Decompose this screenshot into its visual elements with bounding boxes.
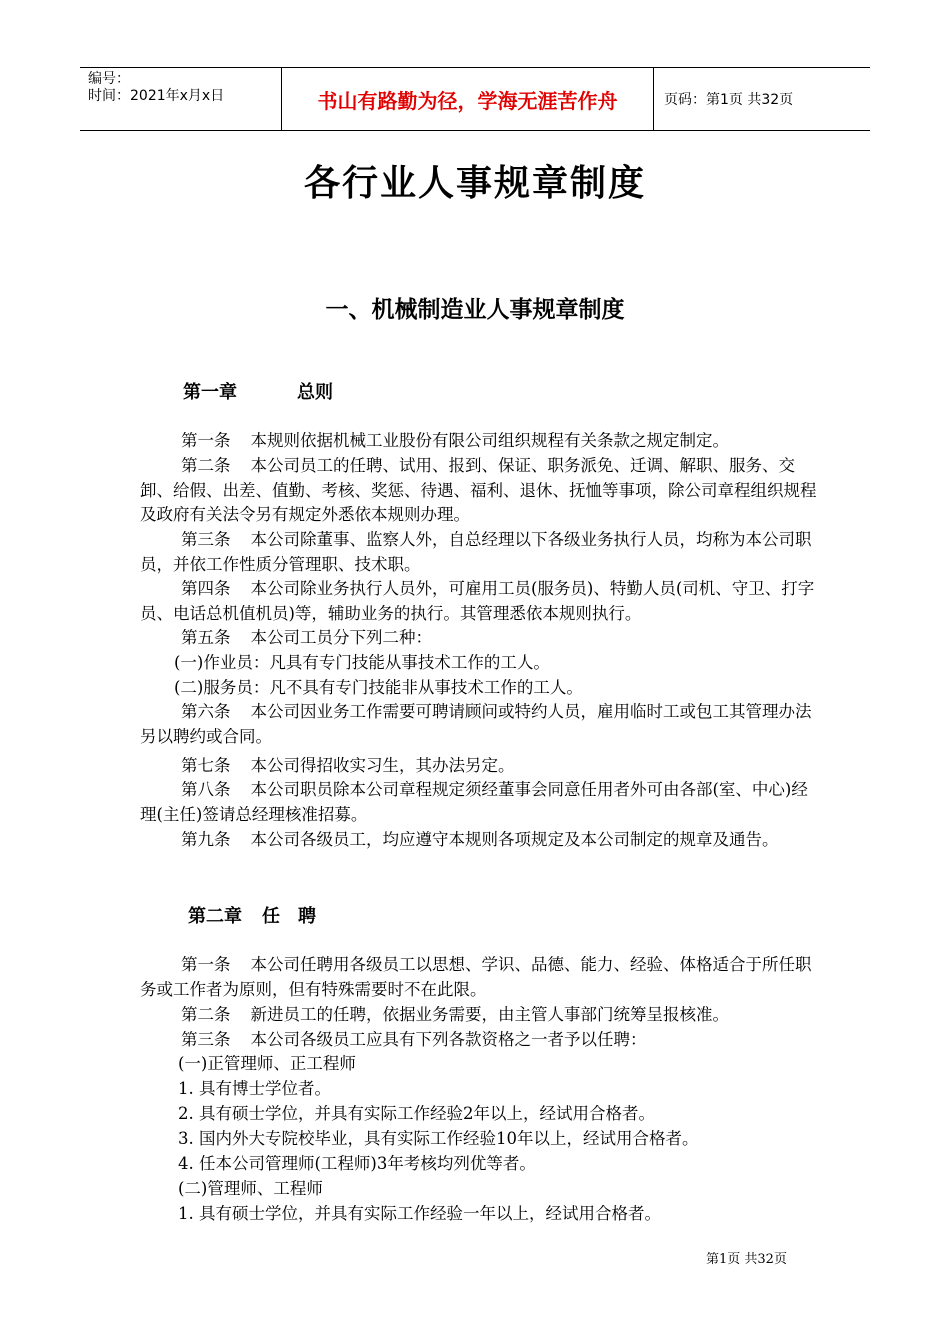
chapter-2-name: 任 聘 (262, 906, 316, 927)
document-title: 各行业人事规章制度 (303, 163, 646, 204)
article: 第六条 本公司因业务工作需要可聘请顾问或特约人员，雇用临时工或包工其管理办法另以聘约或合同。 (140, 702, 812, 746)
group-heading: (一)正管理师、正工程师 (178, 1054, 356, 1073)
group-heading: (二)管理师、工程师 (178, 1179, 323, 1198)
header-motto: 书山有路勤为径，学海无涯苦作舟 (282, 68, 654, 130)
article: 第七条 本公司得招收实习生，其办法另定。 (181, 756, 515, 775)
number-label: 编号： (88, 71, 130, 87)
article: 第三条 本公司各级员工应具有下列各款资格之一者予以任聘： (181, 1030, 647, 1049)
page-footer: 第1页 共32页 (706, 1252, 787, 1267)
chapter-2-number: 第二章 (188, 906, 242, 927)
article: 第四条 本公司除业务执行人员外，可雇用工员(服务员)、特勤人员(司机、守卫、打字员、电话总机值机员)等，辅助业务的执行。其管理悉依本规则执行。 (140, 579, 815, 623)
list-item: 1. 具有博士学位者。 (178, 1079, 331, 1098)
section-title: 一、机械制造业人事规章制度 (325, 297, 625, 323)
article: 第三条 本公司除董事、监察人外，自总经理以下各级业务执行人员，均称为本公司职员，并依工作性质分管理职、技术职。 (140, 530, 812, 574)
list-item: 1. 具有硕士学位，并具有实际工作经验一年以上，经试用合格者。 (178, 1204, 661, 1223)
time-label: 时间：2021年x月x日 (88, 88, 225, 104)
list-item: 3. 国内外大专院校毕业，具有实际工作经验10年以上，经试用合格者。 (178, 1129, 699, 1148)
article: 第一条 本规则依据机械工业股份有限公司组织规程有关条款之规定制定。 (181, 431, 729, 450)
list-item: (二)服务员：凡不具有专门技能非从事技术工作的工人。 (174, 678, 583, 697)
chapter-1-heading (183, 378, 333, 404)
list-item: (一)作业员：凡具有专门技能从事技术工作的工人。 (174, 653, 550, 672)
list-item: 2. 具有硕士学位，并具有实际工作经验2年以上，经试用合格者。 (178, 1104, 655, 1123)
article: 第二条 本公司员工的任聘、试用、报到、保证、职务派免、迁调、解职、服务、交卸、给假、出差、值勤、考核、奖惩、待遇、福利、退休、抚恤等事项，除公司章程组织规程及政府有关法令另有规定外悉依本规则办理。 (140, 456, 817, 524)
article: 第九条 本公司各级员工，均应遵守本规则各项规定及本公司制定的规章及通告。 (181, 830, 779, 849)
chapter-1-number: 第一章 (183, 382, 237, 403)
article: 第二条 新进员工的任聘，依据业务需要，由主管人事部门统筹呈报核准。 (181, 1005, 729, 1024)
list-item: 4. 任本公司管理师(工程师)3年考核均列优等者。 (178, 1154, 536, 1173)
header-page-info: 页码：第1页 共32页 (664, 92, 794, 108)
header-meta (80, 68, 282, 130)
article: 第一条 本公司任聘用各级员工以思想、学识、品德、能力、经验、体格适合于所任职务或工作者为原则，但有特殊需要时不在此限。 (140, 955, 812, 999)
chapter-2-heading (188, 902, 316, 928)
chapter-1-name: 总则 (297, 382, 333, 403)
article: 第八条 本公司职员除本公司章程规定须经董事会同意任用者外可由各部(室、中心)经理(主任)签请总经理核准招募。 (140, 780, 808, 824)
page-header (80, 67, 870, 131)
article: 第五条 本公司工员分下列二种： (181, 628, 432, 647)
